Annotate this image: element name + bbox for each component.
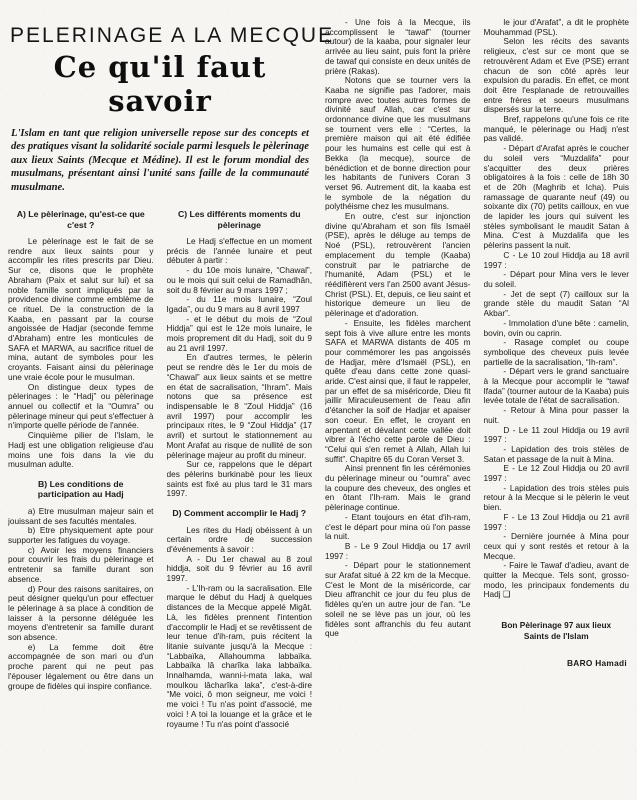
paragraph: Le pèlerinage est le fait de se rendre aux lieux saints pour y accomplir les rites prescrits par Dieu. Sur ce, disons que le prophète Abraham (Paix et salut sur lui) et sa noble famille sont impliqués par la providence divine comme emblème de ce rituel. De la construction de la Kaaba, en passant par la course angoissée de Hadjar (seconde femme d'Abraham) entre les monticules de SAFA et MARWA, au sacrifice rituel de mina, autant de symboles pour les croyants. Faisant ainsi du pèlerinage une vraie école pour le musulman.: [8, 236, 154, 382]
text-column-4: [484, 10, 630, 794]
paragraph: - et le début du mois de “Zoul Hiddja” qui est le 12e mois lunaire, le mois proprement dit du Hadj, soit du 9 au 21 avril 1997.: [166, 313, 312, 353]
paragraph: - Départ d'Arafat après le coucher du soleil vers “Muzdalifa” pour s'acquitter des deux prières obligatoires à la fois : celle de 18h 30 et de 20h (Maghrib et Icha). Puis ramassage de quarante neuf (49) ou soixante dix (70) petits cailloux, en vue de lapider les jours qui suivent les stèles symbolisant le maudit Satan à Mina. C'est à Muzdalifa que les pèlerins passent la nuit.: [483, 143, 629, 251]
paragraph: c) Avoir les moyens financiers pour couvrir les frais du pèlerinage et entretenir sa famille durant son absence.: [8, 544, 154, 584]
paragraph: - Faire le Tawaf d'adieu, avant de quitter la Mecque. Tels sont, grosso-modo, les principaux fondements du Hadj ❑: [483, 560, 629, 600]
paragraph: Les rites du Hadj obéissent à un certain ordre de succession d'événements à savoir :: [166, 524, 312, 554]
paragraph: - Dernière journée à Mina pour ceux qui y sont restés et retour à la Mecque.: [483, 531, 629, 561]
paragraph: a) Etre musulman majeur sain et jouissant de ses facultés mentales.: [8, 505, 154, 526]
paragraph: - Jet de sept (7) cailloux sur la grande stèle du maudit Satan “Al Akbar”.: [483, 288, 629, 319]
section-heading: B) Les conditions de participation au Hadj: [37, 478, 124, 500]
paragraph: - Immolation d'une bête : camelin, bovin, ovin ou caprin.: [483, 317, 629, 338]
paragraph: - du 11e mois lunaire, “Zoul Igada”, ou du 9 mars au 8 avril 1997: [166, 294, 312, 314]
paragraph: - Départ pour le stationnement sur Arafat situé à 22 km de la Mecque. C'est le Mont de la miséricorde, car Dieu affranchit ce jour du feu plus de fidèles qu'en un autre jour de l'an. “Le soleil ne se lève pas un jour, où les fidèles sont affranchis du feu autant que: [325, 560, 471, 639]
author-byline: BARO Hamadi: [566, 658, 627, 669]
paragraph: - Lapidation des trois stèles puis retour à la Mecque si le pèlerin le veut bien.: [483, 482, 629, 513]
text-column-2: [167, 200, 313, 794]
paragraph: - du 10e mois lunaire, “Chawal”, ou le mois qui suit celui de Ramadhân, soit du 8 février au 9 mars 1997 ;: [166, 265, 312, 295]
article-header: [8, 10, 335, 200]
paragraph: - Etant toujours en état d'ih-ram, c'est le départ pour mina où l'on passe la nuit.: [325, 511, 471, 542]
paragraph: Sur ce, rappelons que le départ des pèlerins burkinabè pour les lieux saints est fixé au plus tard le 31 mars 1997.: [166, 459, 312, 499]
paragraph: En outre, c'est sur injonction divine qu'Abraham et son fils Ismaël (PSE), après le déluge au temps de Noé (PSL), retrouvèrent l'ancien emplacement du temple (Kaaba) construit par le patriarche de l'humanité, Adam (PSL) et le réédifièrent vers l'an 2500 avant Jésus-Christ (PSL). Et, depuis, ce lieu saint et historique demeure un lieu de pèlerinage et d'adoration.: [325, 211, 471, 319]
paragraph: Selon les récits des savants religieux, c'est sur ce mont que se retrouvèrent Adam et Eve (PSE) errant chacun de son côté après leur expulsion du paradis. En effet, ce mont doit être l'esplanade de retrouvailles entre frères et soeurs musulmans dispersés sur la terre.: [483, 36, 629, 115]
text-column-1: [8, 200, 154, 794]
paragraph: le jour d'Arafat”, a dit le prophète Mouhammad (PSL).: [483, 17, 629, 37]
paragraph: - Lapidation des trois stèles de Satan et passage de la nuit à Mina.: [483, 443, 629, 464]
paragraph: d) Pour des raisons sanitaires, on peut désigner quelqu'un pour effectuer le pèlerinage à sa place à condition de laisser à la personne déléguée les moyens d'entretenir sa famille durant son absence.: [8, 583, 154, 643]
paragraph: e) La femme doit être accompagnée de son mari ou d'un proche parent qui ne peut pas l'épouser légalement ou être dans un groupe de fidèles qui inspire confiance.: [8, 641, 154, 691]
paragraph: C - Le 10 zoul Hiddja au 18 avril 1997 :: [483, 249, 629, 270]
paragraph: - L'Ih-ram ou la sacralisation. Elle marque le début du Hadj à quelques distances de la Mecque appelé Migât. Là, les fidèles prennent l'intention d'accomplir le Hadj et se revêtissent de leur tenue d'ih-ram, puis récitent la litanie suivante jusqu'à la Mecque : “Labbaïka, Allahoumma labbaïka. Labbaïka lâ charîka laka labbaïka. Innalhamda, wanni-i-mata laka, wal moulkou lâcharîka laka”, c'est-à-dire “Me voici, ô mon seigneur, me voici ! me voici ! Tu n'as point d'associé, me voici ! A toi la louange et la grâce et le royaume ! Tu n'as point d'associé: [166, 582, 312, 729]
signoff-note: Bon Pèlerinage 97 aux lieux Saints de l'Islam: [501, 620, 612, 641]
paragraph: On distingue deux types de pèlerinages : le “Hadj” ou pèlerinage annuel ou collectif et la “Oumra” ou pèlerinage mineur qui peut s'effectuer à n'importe quelle période de l'année.: [8, 381, 154, 431]
article-title: Ce qu'il faut savoir: [53, 50, 267, 118]
paragraph: Notons que se tourner vers la Kaaba ne signifie pas l'adorer, mais rompre avec toutes autres formes de divinité sauf Allah, car c'est sur ordonnance divine que les musulmans se tournent vers elle : “Certes, la première maison qui ait été édifiée pour les humains est celle qui est à Bekka (la mecque), source de bénédiction et de bonne direction pour les habitants de l'univers Coran 3 verset 96. Autrement dit, la kaaba est le symbole de la négation du polythéisme chez les musulmans.: [325, 75, 471, 212]
paragraph: B - Le 9 Zoul Hiddja ou 17 avril 1997 :: [325, 540, 471, 561]
paragraph: Bref, rappelons qu'une fois ce rite manqué, le pèlerinage ou Hadj n'est pas validé.: [483, 114, 629, 144]
text-column-3: [325, 10, 471, 794]
section-heading: C) Les différents moments du pèlerinage: [177, 209, 301, 230]
article-intro: L'Islam en tant que religion universelle repose sur des concepts et des pratiques visant la solidarité sociale parmi lesquels le pèlerinage aux lieux Saints (Mecque et Médine). Il est le forum mondial des musulmans, présentant ainsi l'unité sans faille de la communauté musulmane.: [11, 128, 309, 193]
paragraph: F - Le 13 Zoul Hiddja ou 21 avril 1997 :: [483, 511, 629, 532]
paragraph: Le Hadj s'effectue en un moment précis de l'année lunaire et peut débuter à partir :: [166, 236, 312, 266]
paragraph: b) Etre physiquement apte pour supporter les fatigues du voyage.: [8, 525, 154, 546]
paragraph: E - Le 12 Zoul Hiddja ou 20 avril 1997 :: [483, 463, 629, 484]
paragraph: - Retour à Mina pour passer la nuit.: [483, 405, 629, 425]
paragraph: Cinquième pilier de l'Islam, le Hadj est une obligation religieuse d'au moins une fois dans la vie du musulman adulte.: [8, 430, 154, 470]
article-kicker: PELERINAGE A LA MECQUE: [10, 24, 335, 47]
paragraph: A - Du 1er chawal au 8 zoul hiddja, soit du 9 février au 16 avril 1997.: [166, 553, 312, 584]
paragraph: - Ensuite, les fidèles marchent sept fois à vive allure entre les monts SAFA et MARWA distants de 405 m pour commémorer les pas angoissés de Hadjar, mère d'Ismaël (PSL), en quête d'eau dans cette zone quasi-aride. C'est ainsi que, il faut le rappeler, par un effet de sa miséricorde, Dieu fit jaillir Miraculeusement de l'eau afin d'étancher la soif de Hadjar et apaiser son coeur. En effet, le croyant en arpentant et dévalant cette vallée doit vibrer à l'écho cette parole de Dieu : “Celui qui s'en remet à Allah, Allah lui suffit”. Chapitre 65 du Coran Verset 3.: [325, 317, 471, 464]
paragraph: - Une fois à la Mecque, ils accomplissent le “tawaf” (tourner autour) de la kaaba, pour signaler leur arrivée au lieu saint, puis font la prière de tawaf qui consiste en deux unités de prière (Rakas).: [325, 17, 471, 76]
paragraph: - Rasage complet ou coupe symbolique des cheveux puis levée partielle de la sacralisation, “Ih-ram”.: [483, 337, 629, 367]
paragraph: - Départ vers le grand sanctuaire à la Mecque pour accomplir le “tawaf Ifada” (tourner autour de la Kaaba) puis levée totale de l'état de sacralisation.: [483, 366, 629, 406]
section-heading: A) Le pèlerinage, qu'est-ce que c'est ?: [16, 209, 145, 230]
paragraph: En d'autres termes, le pèlerin peut se rendre dès le 1er du mois de “Chawal” aux lieux saints et se mettre en état de sacralisation, “Ihram”. Mais notons que sa présence est indispensable le 8 “Zoul Hiddja” (16 avril 1997) pour accomplir les principaux rites, le 9 “Zoul Hiddja” (17 avril) et surtout le stationnement au Mont Arafat au risque de nullité de son pèlerinage majeur au profit du mineur.: [166, 352, 312, 460]
paragraph: - Départ pour Mina vers le lever du soleil.: [483, 269, 629, 289]
section-heading: D) Comment accomplir le Hadj ?: [172, 508, 307, 519]
paragraph: D - Le 11 zoul Hiddja ou 19 avril 1997 :: [483, 424, 629, 445]
paragraph: Ainsi prennent fin les cérémonies du pèlerinage mineur ou “oumra” avec la coupure des cheveux, des ongles et en ôtant l'Ih-ram. Mais le grand pèlerinage continue.: [325, 463, 471, 513]
